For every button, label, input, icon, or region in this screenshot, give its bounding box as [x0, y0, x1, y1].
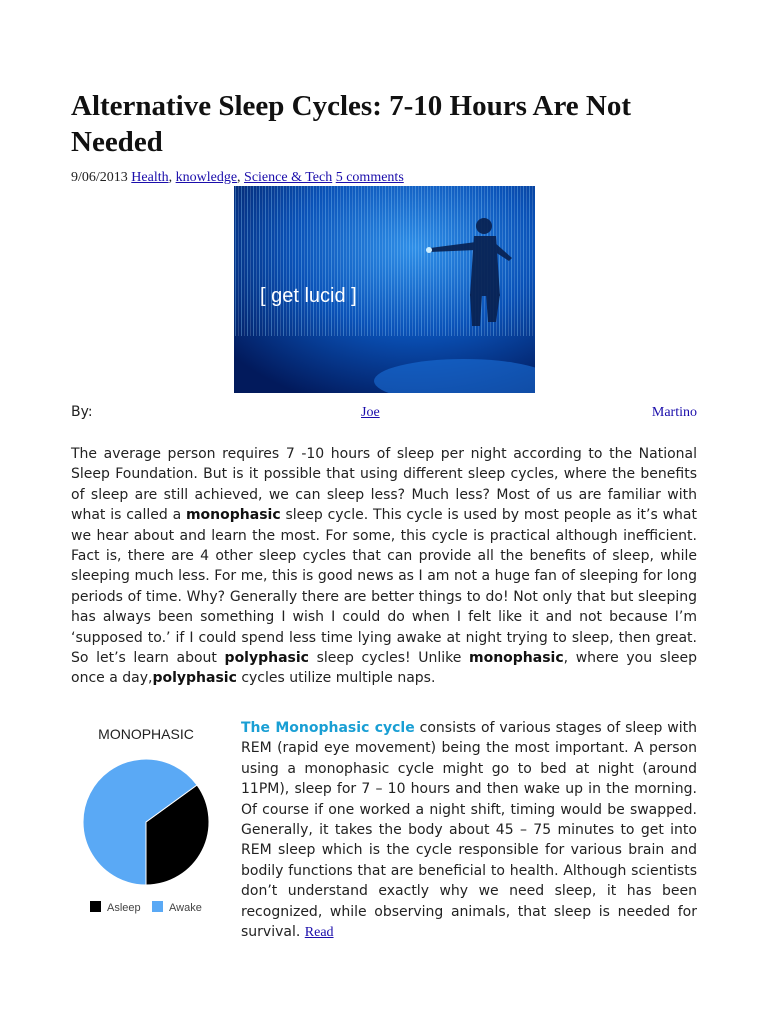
chart-title: MONOPHASIC [98, 726, 194, 742]
category-link-knowledge[interactable]: knowledge [175, 170, 238, 185]
post-meta: 9/06/2013 Health, knowledge, Science & Tech 5 comments [71, 170, 404, 185]
author-link[interactable] [361, 405, 697, 421]
post-date: 9/06/2013 [71, 170, 128, 185]
legend-label-awake: Awake [169, 902, 202, 914]
legend-swatch-asleep [90, 901, 101, 912]
legend-label-asleep: Asleep [107, 902, 141, 914]
article-title: Alternative Sleep Cycles: 7-10 Hours Are Not Needed [71, 90, 632, 158]
read-more-link[interactable]: Read [304, 925, 334, 941]
intro-paragraph: The average person requires 7 -10 hours of sleep per night according to the National Sleep Foundation. But is it possible that using different sleep cycles, where the benefits of sleep are still achieved, we can sleep less? Much less? Most of us are familiar with what is called a monophasic sleep cycle. This cycle is used by most people as it’s what we hear about and learn the most. For some, this cycle is practical although inefficient. Fact is, there are 4 other sleep cycles that can provide all the benefits of sleep, while sleeping much less. For me, this is good news as I am not a huge fan of sleeping for long periods of time. Why? Generally there are better things to do! Not only that but sleeping has always been something I wish I could do when I felt like it and not because I’m ‘supposed to.’ if I could spend less time lying awake at night trying to sleep, then great. So let’s learn about polyphasic sleep cycles! Unlike monophasic, where you sleep once a day,polyphasic cycles utilize multiple naps. [71, 446, 697, 687]
legend-swatch-awake [152, 901, 163, 912]
term-monophasic: monophasic [468, 650, 564, 667]
monophasic-pie-chart [76, 718, 226, 923]
section-lead: The Monophasic cycle [241, 720, 415, 736]
category-link-health[interactable]: Health [131, 170, 169, 185]
pie-svg [76, 718, 226, 923]
author-first-name: Joe [361, 405, 380, 420]
author-last-name: Martino [651, 405, 697, 420]
byline [71, 404, 697, 424]
comments-link[interactable]: 5 comments [335, 170, 404, 185]
category-link-science-tech[interactable]: Science & Tech [244, 170, 333, 185]
monophasic-paragraph: The Monophasic cycle consists of various stages of sleep with REM (rapid eye movement) being the most important. A person using a monophasic cycle might go to bed at night (around 11PM), sleep for 7 – 10 hours and then wake up in the morning. Of course if one worked a night shift, timing would be swapped. Generally, it takes the body about 45 – 75 minutes to get into REM sleep which is the cycle responsible for various brain and bodily functions that are beneficial to health. Although scientists don’t understand exactly why we need sleep, it has been recognized, while observing animals, that sleep is needed for survival. Read [241, 720, 697, 941]
term-polyphasic: polyphasic [224, 650, 309, 667]
hero-caption: [ get lucid ] [260, 285, 357, 307]
hero-image [234, 186, 535, 393]
byline-label: By: [71, 404, 93, 420]
term-monophasic: monophasic [185, 507, 281, 524]
term-polyphasic: polyphasic [152, 670, 237, 687]
